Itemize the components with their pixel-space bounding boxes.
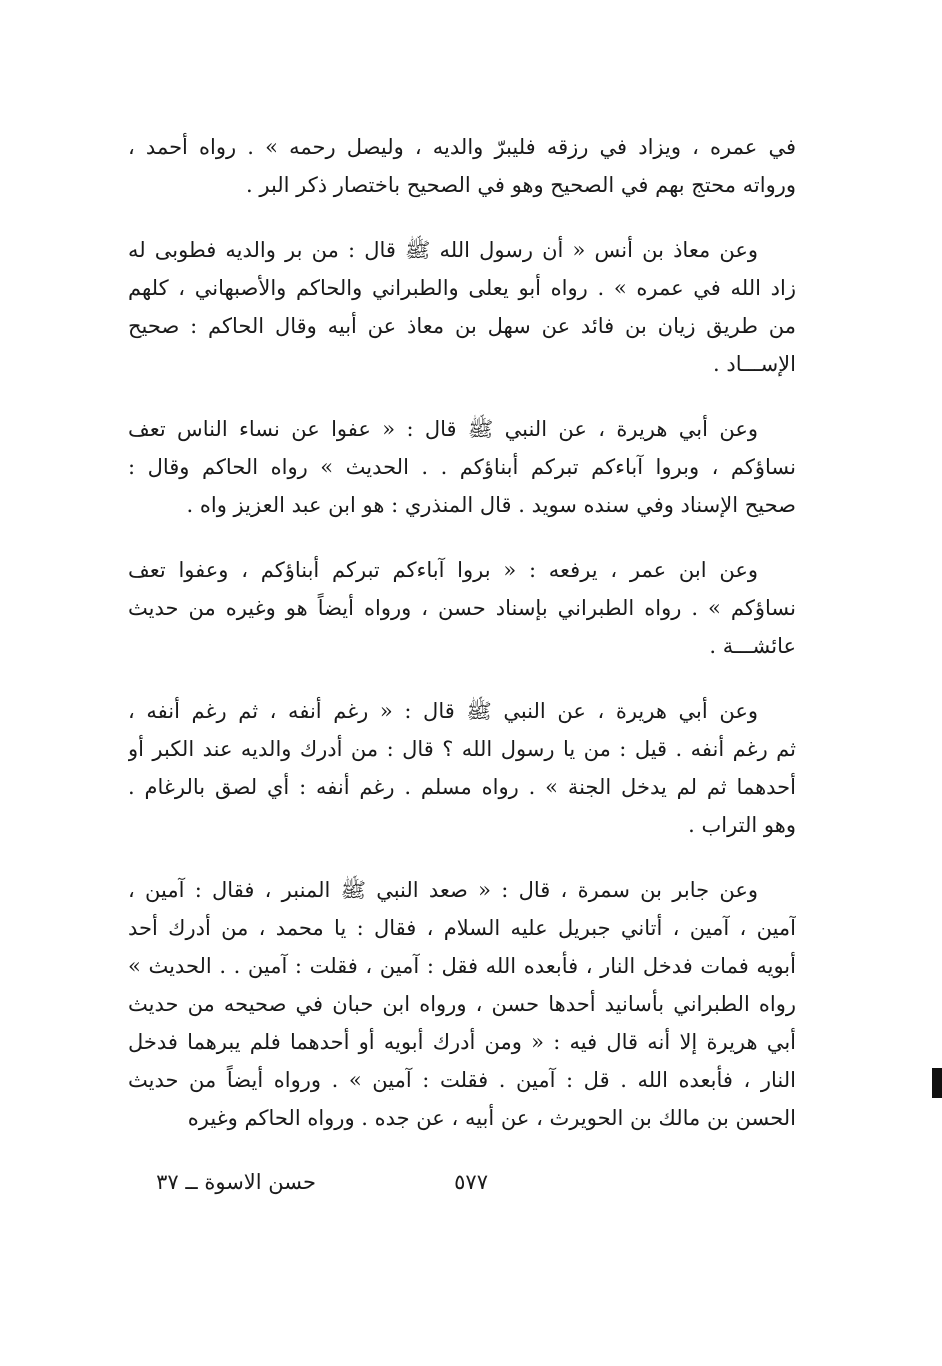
main-text xyxy=(128,128,796,1164)
page-footer xyxy=(128,1170,796,1200)
text-line: عائشـــة . xyxy=(709,634,796,658)
text-line: نساؤكم » . رواه الطبراني بإسناد حسن ، ورواه أيضاً هو وغيره من حديث xyxy=(128,596,796,620)
paragraph xyxy=(128,551,796,665)
text-line: نساؤكم ، وبروا آباءكم تبركم أبناؤكم . . الحديث » رواه الحاكم وقال : xyxy=(128,455,796,479)
text-line: وعن جابر بن سمرة ، قال : « صعد النبي ﷺ المنبر ، فقال : آمين ، xyxy=(128,878,758,902)
text-line: من طريق زيان بن فائد عن سهل بن معاذ عن أبيه وقال الحاكم : صحيح xyxy=(128,314,796,338)
paragraph xyxy=(128,871,796,1137)
text-line: وعن أبي هريرة ، عن النبي ﷺ قال : « رغم أنفه ، ثم رغم أنفه ، xyxy=(128,699,758,723)
text-line: أبي هريرة إلا أنه قال فيه : « ومن أدرك أبويه أو أحدهما فلم يبرهما فدخل xyxy=(128,1030,796,1054)
text-line: النار ، فأبعده الله . قل : آمين . فقلت : آمين » . ورواه أيضاً من حديث xyxy=(128,1068,796,1092)
text-line: زاد الله في عمره » . رواه أبو يعلى والطبراني والحاكم والأصبهاني ، كلهم xyxy=(128,276,796,300)
paragraph xyxy=(128,410,796,524)
text-line: ورواته محتج بهم في الصحيح وهو في الصحيح باختصار ذكر البر . xyxy=(246,173,796,197)
paragraph xyxy=(128,128,796,204)
paragraph xyxy=(128,692,796,844)
text-line: الإســـاد . xyxy=(713,352,796,376)
text-line: صحيح الإسناد وفي سنده سويد . قال المنذري : هو ابن عبد العزيز واه . xyxy=(186,493,796,517)
paragraph xyxy=(128,231,796,383)
text-line: وعن أبي هريرة ، عن النبي ﷺ قال : « عفوا عن نساء الناس تعف xyxy=(128,417,758,441)
footer-book-title: حسن الاسوة ــ ٣٧ xyxy=(156,1170,316,1194)
text-line: آمين ، آمين ، أتاني جبريل عليه السلام ، فقال : يا محمد ، من أدرك أحد xyxy=(128,916,796,940)
text-line: الحسن بن مالك بن الحويرث ، عن أبيه ، عن جده . ورواه الحاكم وغيره xyxy=(187,1106,796,1130)
text-line: وعن ابن عمر ، يرفعه : « بروا آباءكم تبركم أبناؤكم ، وعفوا تعف xyxy=(128,558,758,582)
text-line: رواه الطبراني بأسانيد أحدها حسن ، ورواه ابن حبان في صحيحه من حديث xyxy=(128,992,796,1016)
text-line: أحدهما ثم لم يدخل الجنة » . رواه مسلم . رغم أنفه : أي لصق بالرغام . xyxy=(128,775,796,799)
text-line: وهو التراب . xyxy=(688,813,796,837)
text-line: وعن معاذ بن أنس « أن رسول الله ﷺ قال : من بر والديه فطوبى له xyxy=(128,238,758,262)
text-line: في عمره ، ويزاد في رزقه فليبرّ والديه ، وليصل رحمه » . رواه أحمد ، xyxy=(128,135,796,159)
footer-page-number: ٥٧٧ xyxy=(454,1170,488,1194)
text-line: ثم رغم أنفه . قيل : من يا رسول الله ؟ قال : من أدرك والديه عند الكبر أو xyxy=(128,737,796,761)
text-line: أبويه فمات فدخل النار ، فأبعده الله فقل : آمين ، فقلت : آمين . . الحديث » xyxy=(128,954,796,978)
page-edge-marker xyxy=(932,1068,942,1098)
